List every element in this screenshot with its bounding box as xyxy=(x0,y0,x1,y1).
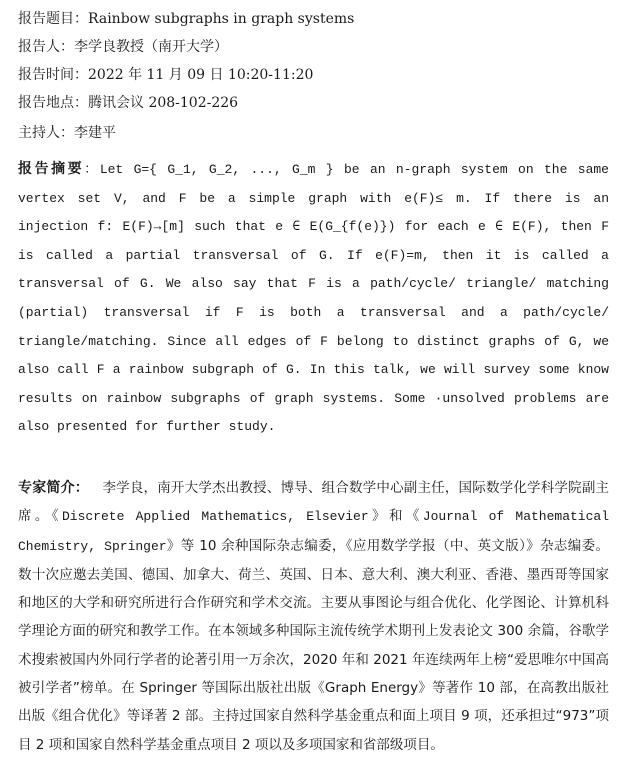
abstract-text: Let G={ G_1, G_2, ..., G_m } be an n-graph system on the same vertex set V, and F be a simple graph with e(F)≤ m. If there is an injection f: E(F)→[m] such that e ∈ E(G_{f(e)}) for each e ∈ E(F), then F is called a partial transversal of G. If e(F)=m, then it is called a transversal of G. We also say that F is a path/cycle/ triangle/ matching (partial) transversal if F is both a transversal and a path/cycle/ triangle/matching. Since all edges of F belong to distinct graphs of G, we also call F a rainbow subgraph of G. In this talk, we will survey some know results on rainbow subgraphs of graph systems. Some ·unsolved problems are also presented for further study. xyxy=(18,162,609,435)
report-title-line xyxy=(18,10,609,28)
speaker-value: 李学良教授（南开大学） xyxy=(74,39,228,55)
bio-label: 专家简介： xyxy=(18,479,89,496)
bio-text-3: 》等 10 余种国际杂志编委，《应用数学学报（中、英文版）》杂志编委。数十次应邀去美国、德国、加拿大、荷兰、英国、日本、意大利、澳大利亚、香港、墨西哥等国家和地区的大学和研究所进行合作研究和学术交流。主要从事图论与组合优化、化学图论、计算机科学理论方面的研究和教学工作。在本领域多种国际主流传统学术期刊上发表论文 300 余篇，谷歌学术搜索被国内外同行学者的论著引用一万余次，2020 年和 2021 年连续两年上榜“爱思唯尔中国高被引学者”榜单。在 Springer 等国际出版社出版《Graph Energy》等著作 10 部，在高教出版社出版《组合优化》等译著 2 部。主持过国家自然科学基金重点和面上项目 9 项，还承担过“973”项目 2 项和国家自然科学基金重点项目 2 项以及多项国家和省部级项目。 xyxy=(18,537,609,753)
location-label: 报告地点： xyxy=(18,95,88,111)
host-label: 主持人： xyxy=(18,125,74,141)
bio-journal-1: Discrete Applied Mathematics, Elsevier xyxy=(61,509,369,525)
host-line xyxy=(18,124,609,142)
abstract-colon: ： xyxy=(84,162,100,177)
report-title-value: Rainbow subgraphs in graph systems xyxy=(88,11,355,27)
host-value: 李建平 xyxy=(74,125,116,141)
time-line xyxy=(18,66,609,84)
speaker-line xyxy=(18,38,609,56)
abstract-paragraph xyxy=(18,155,609,442)
speaker-label: 报告人： xyxy=(18,39,74,55)
location-line xyxy=(18,94,609,112)
abstract-label: 报告摘要 xyxy=(18,161,85,177)
bio-paragraph xyxy=(18,474,609,759)
bio-journal-2: Journal of Mathematical Chemistry, Springer xyxy=(18,509,610,554)
time-label: 报告时间： xyxy=(18,67,88,83)
time-value: 2022 年 11 月 09 日 10:20-11:20 xyxy=(88,67,314,83)
bio-text-1: 李学良，南开大学杰出教授、博导、组合数学中心副主任，国际数学化学科学院副主席。《 xyxy=(18,479,610,525)
bio-text-2: 》和《 xyxy=(368,508,423,525)
location-value: 腾讯会议 208-102-226 xyxy=(88,95,239,111)
report-title-label: 报告题目： xyxy=(18,11,88,27)
